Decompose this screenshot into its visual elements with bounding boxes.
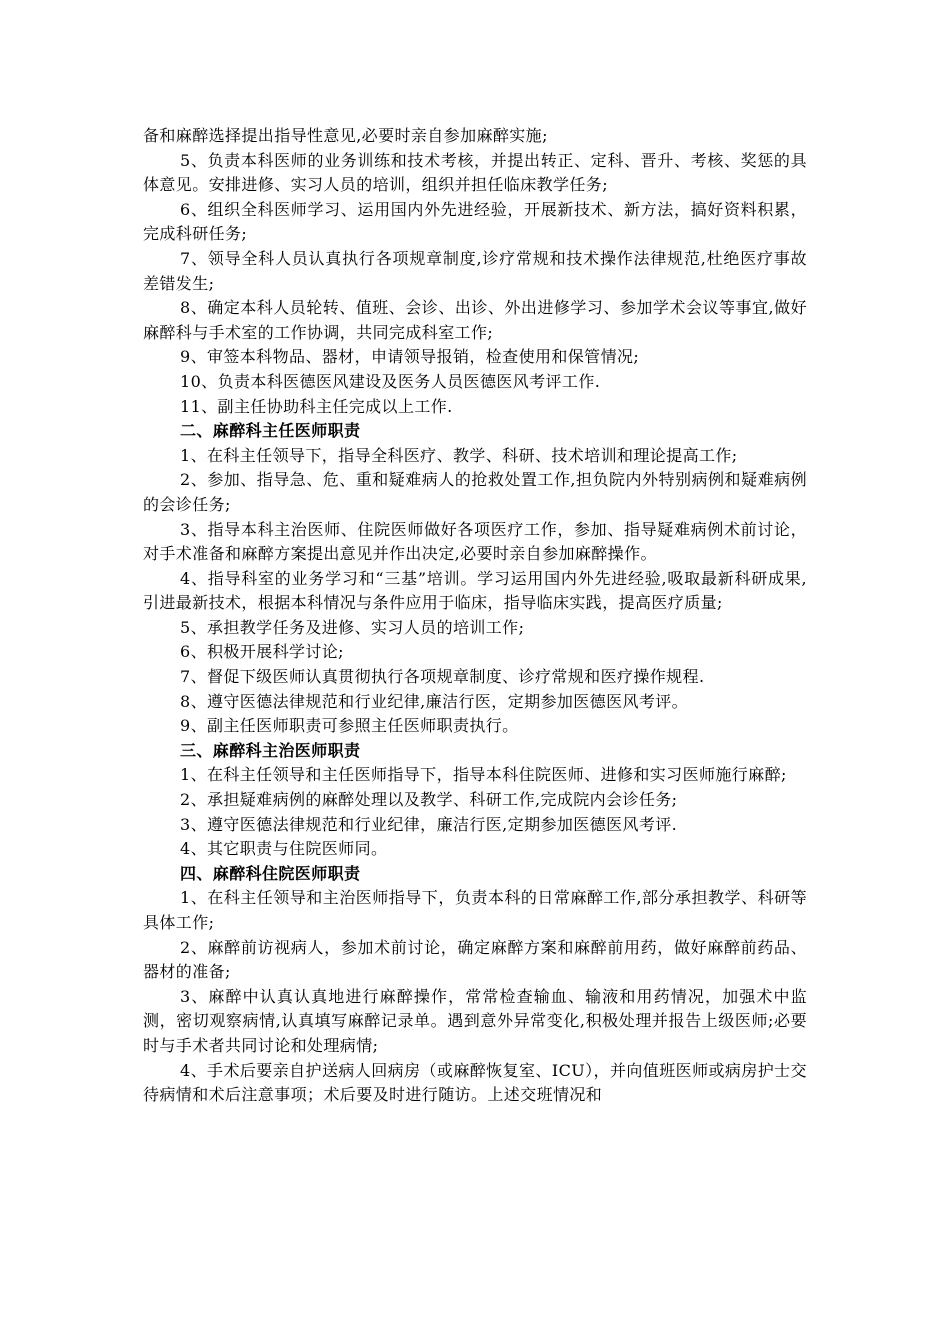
list-item: 1、在科主任领导下，指导全科医疗、教学、科研、技术培训和理论提高工作; <box>180 445 738 465</box>
list-item: 4、指导科室的业务学习和“三基”培训。学习运用国内外先进经验,吸取最新科研成果,引进最新技术，根据本科情况与条件应用于临床，指导临床实践，提高医疗质量; <box>143 568 807 613</box>
list-item: 3、指导本科主治医师、住院医师做好各项医疗工作，参加、指导疑难病例术前讨论，对手术准备和麻醉方案提出意见并作出决定,必要时亲自参加麻醉操作。 <box>143 519 807 564</box>
list-item: 11、副主任协助科主任完成以上工作. <box>180 396 453 416</box>
list-item: 4、其它职责与住院医师同。 <box>180 839 388 859</box>
list-item: 5、承担教学任务及进修、实习人员的培训工作; <box>180 617 525 637</box>
section-heading: 二、麻醉科主任医师职责 <box>180 421 361 441</box>
list-item: 1、在科主任领导和主治医师指导下，负责本科的日常麻醉工作,部分承担教学、科研等具体工作; <box>143 888 807 932</box>
list-item: 7、督促下级医师认真贯彻执行各项规章制度、诊疗常规和医疗操作规程. <box>180 667 705 687</box>
list-item: 1、在科主任领导和主任医师指导下，指导本科住院医师、进修和实习医师施行麻醉; <box>180 765 787 785</box>
list-item: 3、麻醉中认真认真地进行麻醉操作，常常检查输血、输液和用药情况，加强术中监测，密切观察病情,认真填写麻醉记录单。遇到意外异常变化,积极处理并报告上级医师;必要时与手术者共同讨论和处理病情; <box>143 986 807 1055</box>
list-item: 2、参加、指导急、危、重和疑难病人的抢救处置工作,担负院内外特别病例和疑难病例的会诊任务; <box>143 470 807 514</box>
list-item: 4、手术后要亲自护送病人回病房（或麻醉恢复室、ICU），并向值班医师或病房护士交待病情和术后注意事项；术后要及时进行随访。上述交班情况和 <box>143 1060 807 1105</box>
list-item: 9、审签本科物品、器材，申请领导报销，检查使用和保管情况; <box>180 347 640 367</box>
list-item: 6、组织全科医师学习、运用国内外先进经验，开展新技术、新方法，搞好资料积累，完成科研任务; <box>143 199 807 244</box>
list-item: 7、领导全科人员认真执行各项规章制度,诊疗常规和技术操作法律规范,杜绝医疗事故差错发生; <box>143 248 807 293</box>
list-item: 3、遵守医德法律规范和行业纪律，廉洁行医,定期参加医德医风考评. <box>180 814 678 834</box>
list-item: 2、承担疑难病例的麻醉处理以及教学、科研工作,完成院内会诊任务; <box>180 790 678 810</box>
list-item: 5、负责本科医师的业务训练和技术考核，并提出转正、定科、晋升、考核、奖惩的具体意见。安排进修、实习人员的培训，组织并担任临床教学任务; <box>143 150 807 195</box>
list-item: 10、负责本科医德医风建设及医务人员医德医风考评工作. <box>180 371 601 391</box>
section-heading: 三、麻醉科主治医师职责 <box>180 740 361 760</box>
list-item: 2、麻醉前访视病人，参加术前讨论，确定麻醉方案和麻醉前用药，做好麻醉前药品、器材的准备; <box>143 937 807 982</box>
paragraph-continued: 备和麻醉选择提出指导性意见,必要时亲自参加麻醉实施; <box>143 126 548 145</box>
list-item: 8、确定本科人员轮转、值班、会诊、出诊、外出进修学习、参加学术会议等事宜,做好麻醉科与手术室的工作协调，共同完成科室工作; <box>143 298 807 342</box>
list-item: 6、积极开展科学讨论; <box>180 642 344 662</box>
list-item: 8、遵守医德法律规范和行业纪律,廉洁行医，定期参加医德医风考评。 <box>180 691 689 711</box>
document-body <box>143 124 807 1108</box>
section-heading: 四、麻醉科住院医师职责 <box>180 863 361 883</box>
list-item: 9、副主任医师职责可参照主任医师职责执行。 <box>180 716 519 736</box>
